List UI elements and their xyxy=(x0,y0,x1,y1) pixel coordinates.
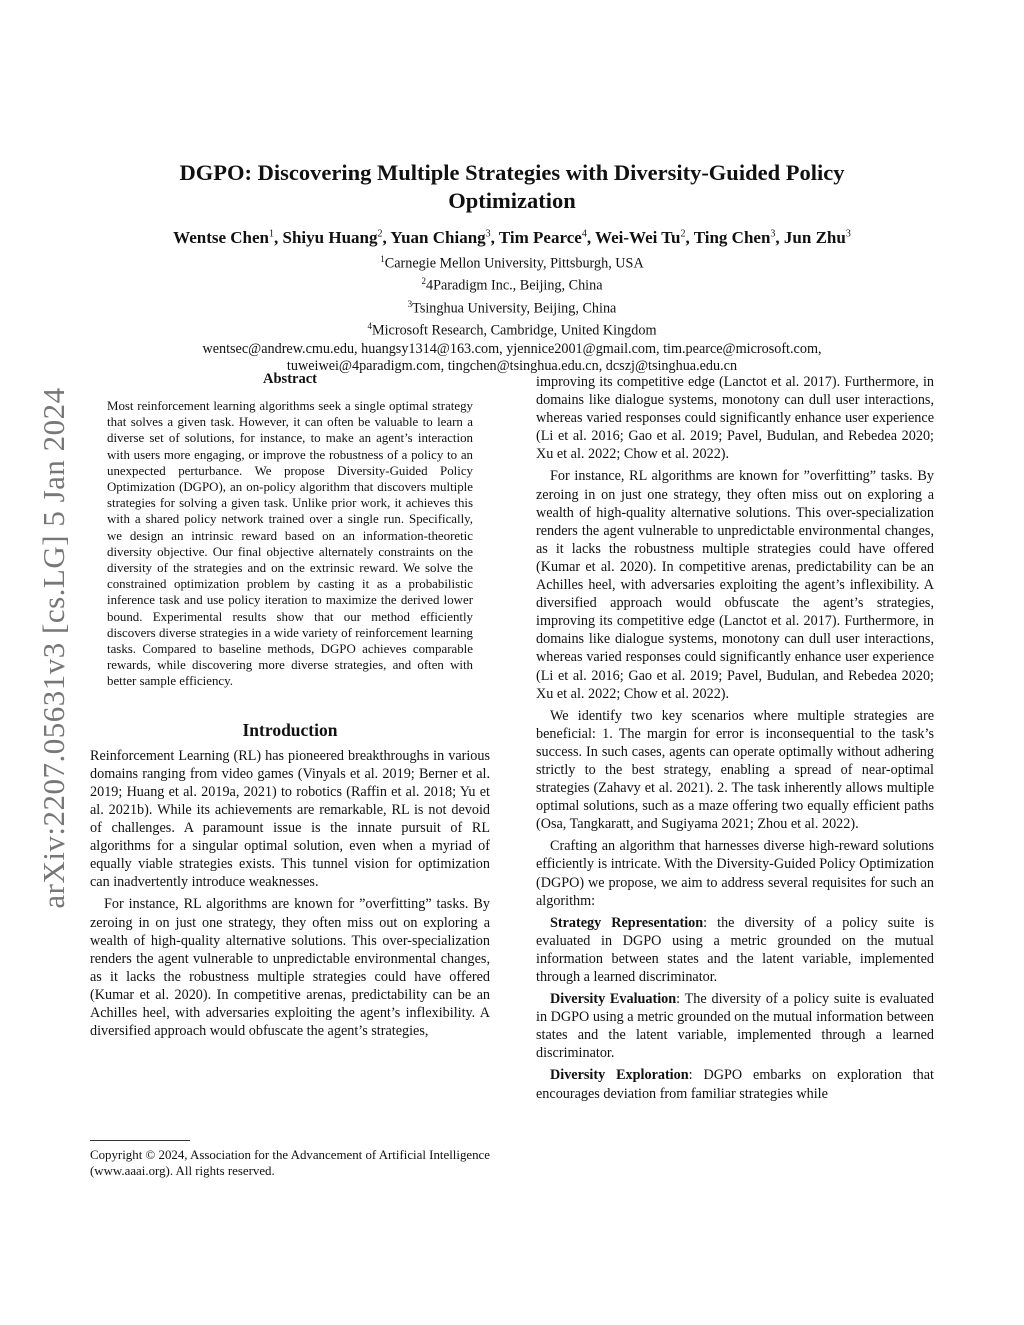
body-paragraph: We identify two key scenarios where multiple strategies are beneficial: 1. The margin for error is inconsequential to the task’s success. In such cases, agents can operate optimally without adhering strictly to the best strategy, enabling a spread of near-optimal strategies (Zahavy et al. 2021). 2. The task inherently allows multiple optimal solutions, such as a maze offering two equally efficient paths (Osa, Tangkaratt, and Sugiyama 2021; Zhou et al. 2022). xyxy=(536,707,934,833)
author: Wentse Chen$^1$ xyxy=(173,228,275,247)
body-paragraph: For instance, RL algorithms are known for ”overfitting” tasks. By zeroing in on just one strategy, they often miss out on exploring a wealth of high-quality alternative solutions. This over-specialization renders the agent vulnerable to unpredictable environmental changes, as it lacks the robustness multiple strategies could have offered (Kumar et al. 2020). In competitive arenas, predictability can be an Achilles heel, with adversaries exploiting the agent’s inflexibility. A diversified approach would obfuscate the agent’s strategies, improving its competitive edge (Lanctot et al. 2017). Furthermore, in domains like dialogue systems, monotony can dull user interactions, whereas varied responses could significantly enhance user experience (Li et al. 2016; Gao et al. 2019; Pavel, Budulan, and Rebedea 2020; Xu et al. 2022; Chow et al. 2022). xyxy=(536,468,934,702)
body-paragraph: Crafting an algorithm that harnesses diverse high-reward solutions efficiently is intricate. With the Diversity-Guided Policy Optimization (DGPO) we propose, we aim to address several requisites for such an algorithm: xyxy=(536,838,934,909)
requisite-diversity-exploration: Diversity Exploration: DGPO embarks on exploration that encourages deviation from familiar strategies while xyxy=(536,1067,934,1102)
affiliation: $^4$Microsoft Research, Cambridge, United Kingdom xyxy=(367,321,657,340)
affiliation: $^3$Tsinghua University, Beijing, China xyxy=(407,298,617,317)
footnote-rule xyxy=(90,1140,190,1141)
intro-paragraph-2: For instance, RL algorithms are known for ”overfitting” tasks. By zeroing in on just one strategy, they often miss out on exploring a wealth of high-quality alternative solutions. This over-specialization renders the agent vulnerable to unpredictable environmental changes, as it lacks the robustness multiple strategies could have offered (Kumar et al. 2020). In competitive arenas, predictability can be an Achilles heel, with adversaries exploiting the agent’s inflexibility. A diversified approach would obfuscate the agent’s strategies, xyxy=(90,896,490,1040)
body-paragraph: improving its competitive edge (Lanctot et al. 2017). Furthermore, in domains like dialogue systems, monotony can dull user interactions, whereas varied responses could significantly enhance user experience (Li et al. 2016; Gao et al. 2019; Pavel, Budulan, and Rebedea 2020; Xu et al. 2022; Chow et al. 2022). xyxy=(536,374,934,463)
left-column xyxy=(90,371,490,1040)
footnote xyxy=(90,1140,490,1179)
abstract-text: Most reinforcement learning algorithms seek a single optimal strategy that solves a given task. However, it can often be valuable to learn a diverse set of solutions, for instance, to make an agent’s interaction with users more engaging, or improve the robustness of a policy to an unexpected perturbance. We propose Diversity-Guided Policy Optimization (DGPO), an on-policy algorithm that discovers multiple strategies for solving a given task. Unlike prior work, it achieves this with a shared policy network trained over a single run. Specifically, we design an intrinsic reward based on an information-theoretic diversity objective. Our final objective alternately constraints on the diversity of the strategies and on the extrinsic reward. We solve the constrained optimization problem by casting it as a probabilistic inference task and use policy iteration to maximize the derived lower bound. Experimental results show that our method efficiently discovers diverse strategies in a wide variety of reinforcement learning tasks. Compared to baseline methods, DGPO achieves comparable rewards, while discovering more diverse strategies, and often with better sample efficiency. xyxy=(107,399,473,689)
paper-title xyxy=(100,159,924,215)
emails-line-2: tuweiwei@4paradigm.com, tingchen@tsinghua.edu.cn, dcszj@tsinghua.edu.cn xyxy=(286,358,738,375)
title-line-2: Optimization xyxy=(448,188,576,213)
requisite-strategy-representation: Strategy Representation: the diversity of a policy suite is evaluated in DGPO using a metric grounded on the mutual information between states and the latent variable, implemented through a learned discriminator. xyxy=(536,914,934,985)
requisite-diversity-evaluation: Diversity Evaluation: The diversity of a policy suite is evaluated in DGPO using a metric grounded on the mutual information between states and the latent variable, implemented through a learned discriminator. xyxy=(536,991,934,1062)
right-column xyxy=(536,373,934,1103)
abstract-heading: Abstract xyxy=(263,371,317,387)
author: Wei-Wei Tu$^2$ xyxy=(595,228,686,247)
copyright-notice: Copyright © 2024, Association for the Advancement of Artificial Intelligence (www.aaai.org). All rights reserved. xyxy=(90,1148,490,1178)
intro-paragraph-1: Reinforcement Learning (RL) has pioneered breakthroughs in various domains ranging from video games (Vinyals et al. 2019; Berner et al. 2019; Huang et al. 2019a, 2021) to robotics (Raffin et al. 2018; Yu et al. 2021b). While its achievements are remarkable, RL is not devoid of challenges. A paramount issue is the innate pursuit of RL algorithms for a singular optimal solution, even when a myriad of equally viable strategies exists. This tunnel vision for optimization can inadvertently introduce weaknesses. xyxy=(90,747,490,891)
affiliation: $^1$Carnegie Mellon University, Pittsburgh, USA xyxy=(380,254,644,272)
author: Yuan Chiang$^3$ xyxy=(390,228,491,247)
author: Ting Chen$^3$ xyxy=(693,228,776,247)
author: Jun Zhu$^3$ xyxy=(783,228,851,247)
introduction-heading: Introduction xyxy=(242,719,338,740)
arxiv-identifier: arXiv:2207.05631v3 [cs.LG] 5 Jan 2024 xyxy=(36,387,71,909)
title-line-1: DGPO: Discovering Multiple Strategies with Diversity-Guided Policy xyxy=(179,160,845,185)
author: Shiyu Huang$^2$ xyxy=(282,228,383,247)
emails-line-1: wentsec@andrew.cmu.edu, huangsy1314@163.com, yjennice2001@gmail.com, tim.pearce@microsoft.com, xyxy=(202,340,822,357)
affiliation: $^2$4Paradigm Inc., Beijing, China xyxy=(421,276,603,295)
author: Tim Pearce$^4$ xyxy=(498,228,587,247)
author-list: Wentse Chen$^1$, Shiyu Huang$^2$, Yuan Chiang$^3$, Tim Pearce$^4$, Wei-Wei Tu$^2$, Ting Chen$^3$, Jun Zhu$^3$ xyxy=(173,228,851,247)
affiliations xyxy=(60,251,964,376)
